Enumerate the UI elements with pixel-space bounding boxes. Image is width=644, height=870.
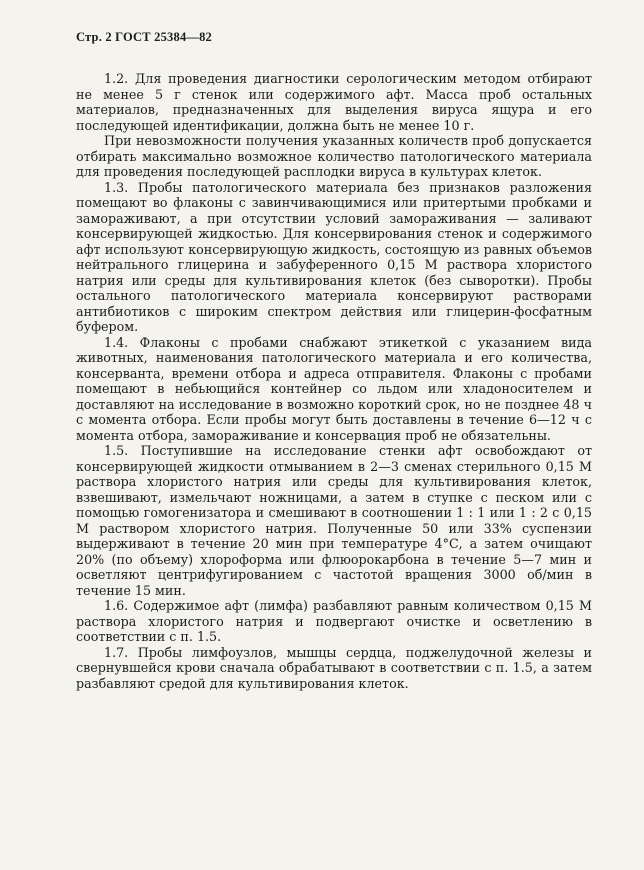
paragraph-1-2: 1.2. Для проведения диагностики серологическим методом отбирают не менее 5 г стенок или содержимого афт. Масса проб остальных материалов, предназначенных для выделения вируса ящура и его последующей идентификации, должна быть не менее 10 г. [76, 71, 592, 133]
paragraph-1-7: 1.7. Пробы лимфоузлов, мышцы сердца, поджелудочной железы и свернувшейся крови сначала обрабатывают в соответствии с п. 1.5, а затем разбавляют средой для культивирования клеток. [76, 644, 592, 691]
paragraph-1-5: 1.5. Поступившие на исследование стенки афт освобождают от консервирующей жидкости отмыванием в 2—3 сменах стерильного 0,15 М раствора хлористого натрия или среды для культивирования клеток, взвешивают, измельчают ножницами, а затем в ступке с песком или с помощью гомогенизатора и смешивают в соотношении 1 : 1 или 1 : 2 с 0,15 М раствором хлористого натрия. Полученные 50 или 33% суспензии выдерживают в течение 20 мин при температуре 4°С, а затем очищают 20% (по объему) хлороформа или флюорокарбона в течение 5—7 мин и осветляют центрифугированием с частотой вращения 3000 об/мин в течение 15 мин. [76, 443, 592, 598]
document-body [76, 71, 592, 691]
paragraph-1-3: 1.3. Пробы патологического материала без признаков разложения помещают во флаконы с завинчивающимися или притертыми пробками и замораживают, а при отсутствии условий замораживания — заливают консервирующей жидкостью. Для консервирования стенок и содержимого афт используют консервирующую жидкость, состоящую из равных объемов нейтрального глицерина и забуференного 0,15 М раствора хлористого натрия или среды для культивирования клеток (без сыворотки). Пробы остального патологического материала консервируют растворами антибиотиков с широким спектром действия или глицерин-фосфатным буфером. [76, 179, 592, 334]
paragraph-1-6: 1.6. Содержимое афт (лимфа) разбавляют равным количеством 0,15 М раствора хлористого натрия и подвергают очистке и осветлению в соответствии с п. 1.5. [76, 598, 592, 644]
paragraph-1-4: 1.4. Флаконы с пробами снабжают этикеткой с указанием вида животных, наименования патологического материала и его количества, консерванта, времени отбора и адреса отправителя. Флаконы с пробами помещают в небьющийся контейнер со льдом или хладоносителем и доставляют на исследование в возможно короткий срок, но не позднее 48 ч с момента отбора. Если пробы могут быть доставлены в течение 6—12 ч с момента отбора, замораживание и консервация проб не обязательны. [76, 334, 592, 443]
page-header: Стр. 2 ГОСТ 25384—82 [76, 30, 212, 44]
paragraph-1-2-note: При невозможности получения указанных количеств проб допускается отбирать максимально возможное количество патологического материала для проведения последующей расплодки вируса в культурах клеток. [76, 133, 592, 179]
